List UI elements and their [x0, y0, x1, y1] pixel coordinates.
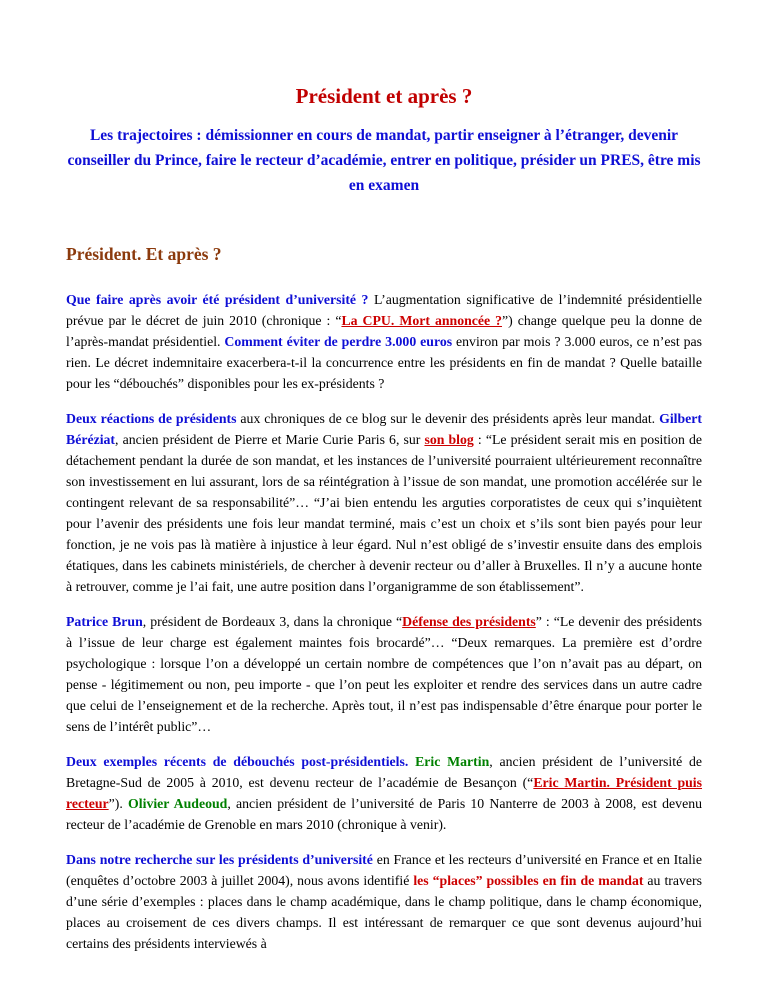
text-segment: Gilbert Béréziat — [66, 411, 703, 447]
text-segment: , président de Bordeaux 3, dans la chronique “ — [142, 614, 403, 629]
section-heading: Président. Et après ? — [66, 244, 222, 264]
chronicle-link[interactable]: Défense des présidents — [402, 614, 536, 629]
document-title: Président et après ? — [295, 84, 473, 108]
text-segment: L’augmentation significative de l’indemnité présidentielle prévue par le décret de juin 2010 (chronique : “ — [66, 292, 702, 328]
chronicle-link[interactable]: son blog — [424, 432, 474, 447]
text-segment: les “places” possibles en fin de mandat — [413, 873, 644, 888]
text-segment: ”) change quelque peu la donne de l’après-mandat présidentiel. — [66, 313, 702, 349]
text-segment: aux chroniques de ce blog sur le devenir des présidents après leur mandat. — [236, 411, 660, 426]
text-segment: Olivier Audeoud — [128, 796, 228, 811]
text-segment: Patrice Brun — [66, 614, 143, 629]
paragraphs-container — [66, 289, 702, 954]
paragraph-2 — [66, 408, 702, 597]
paragraph-5 — [66, 849, 702, 954]
paragraph-3 — [66, 611, 702, 737]
text-segment: en France et les recteurs d’université en France et en Italie (enquêtes d’octobre 2003 à juillet 2004), nous avons identifié — [66, 852, 702, 888]
text-segment: Eric Martin — [415, 754, 490, 769]
text-segment: : “Le président serait mis en position de détachement pendant la durée de son mandat, et les instances de l’université pourraient ultérieurement reconnaître son investissement en lui assurant, lors de sa réintégration à l’issue de son mandat, une promotion accélérée sur le contingent relevant de sa responsabilité”… “J’ai bien entendu les arguties corporatistes de ceux qui s’inquiètent pour l’avenir des présidents une fois leur mandat terminé, mais c’est un choix et s’ils sont bien payés pour leur fonction, je ne vois pas là matière à injustice à leur égard. Nul n’est obligé de s’investir ensuite dans des emplois étatiques, dans les cabinets ministériels, de chercher à devenir recteur ou d’aller à Bruxelles. Il n’y a aucune honte à retrouver, comme je l’ai fait, une autre position dans l’organigramme de son établissement”. — [66, 432, 702, 594]
document-subtitle: Les trajectoires : démissionner en cours de mandat, partir enseigner à l’étranger, devenir conseiller du Prince, faire le recteur d’académie, entrer en politique, présider un PRES, être mis en examen — [67, 127, 701, 194]
chronicle-link[interactable]: La CPU. Mort annoncée ? — [341, 313, 503, 328]
text-segment: au travers d’une série d’exemples : places dans le champ académique, dans le champ politique, dans le champ économique, places au croisement de ces divers champs. Il est intéressant de remarquer ce que sont devenus aujourd’hui certains des présidents interviewés à — [66, 873, 702, 951]
text-segment: , ancien président de l’université de Bretagne-Sud de 2005 à 2010, est devenu recteur de l’académie de Besançon (“ — [66, 754, 702, 790]
text-segment: environ par mois ? 3.000 euros, ce n’est pas rien. Le décret indemnitaire exacerbera-t-il la concurrence entre les présidents en fin de mandat ? Quelle bataille pour les “débouchés” disponibles pour les ex-présidents ? — [66, 334, 702, 391]
text-segment: ” : “Le devenir des présidents à l’issue de leur charge est également maintes fois brocardé”… “Deux remarques. La première est d’ordre psychologique : lorsque l’on a développé un certain nombre de compétences que l’on n’avait pas au départ, on pense - légitimement ou non, peu importe - que l’on peut les exploiter et rendre des services dans un autre cadre que celui de l’enseignement et de la recherche. Après tout, il n’est pas indispensable d’être énarque pour porter le sens de l’intérêt public”… — [66, 614, 703, 734]
text-segment: Deux exemples récents de débouchés post-présidentiels. — [66, 754, 409, 769]
paragraph-1 — [66, 289, 702, 394]
text-segment: Que faire après avoir été président d’université ? — [66, 292, 374, 307]
chronicle-link[interactable]: Eric Martin. Président puis recteur — [66, 775, 703, 811]
text-segment: Deux réactions de présidents — [66, 411, 237, 426]
text-segment: ”). — [108, 796, 129, 811]
text-segment: Dans notre recherche sur les présidents d’université — [66, 852, 373, 867]
paragraph-4 — [66, 751, 702, 835]
text-segment: , ancien président de l’université de Paris 10 Nanterre de 2003 à 2008, est devenu recteur de l’académie de Grenoble en mars 2010 (chronique à venir). — [66, 796, 702, 832]
text-segment: Comment éviter de perdre 3.000 euros — [224, 334, 453, 349]
text-segment: , ancien président de Pierre et Marie Curie Paris 6, sur — [115, 432, 425, 447]
